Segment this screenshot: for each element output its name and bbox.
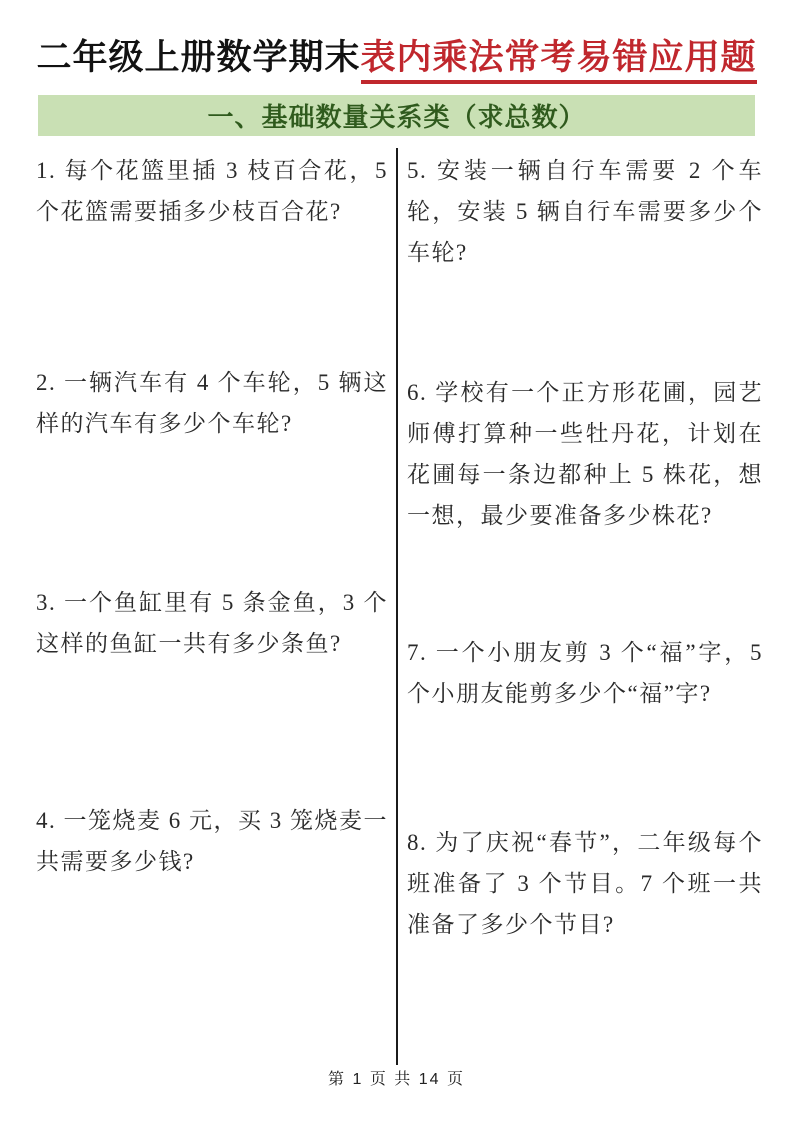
column-divider	[396, 148, 398, 1065]
page-title	[0, 30, 793, 80]
problem-4: 4. 一笼烧麦 6 元，买 3 笼烧麦一共需要多少钱?	[36, 808, 388, 874]
title-main: 二年级上册数学期末	[36, 38, 361, 77]
problem-8: 8. 为了庆祝“春节”，二年级每个班准备了 3 个节目。7 个班一共准备了多少个节目?	[407, 830, 763, 937]
section-header-banner	[38, 95, 755, 136]
problem-7: 7. 一个小朋友剪 3 个“福”字，5 个小朋友能剪多少个“福”字?	[407, 640, 763, 706]
page-footer: 第 1 页 共 14 页	[328, 1071, 465, 1088]
section-header-text: 一、基础数量关系类（求总数）	[207, 103, 586, 132]
problem-3: 3. 一个鱼缸里有 5 条金鱼，3 个这样的鱼缸一共有多少条鱼?	[36, 590, 388, 656]
title-highlight: 表内乘法常考易错应用题	[361, 38, 757, 84]
problem-1: 1. 每个花篮里插 3 枝百合花，5 个花篮需要插多少枝百合花?	[36, 158, 388, 224]
problem-5: 5. 安装一辆自行车需要 2 个车轮，安装 5 辆自行车需要多少个车轮?	[407, 158, 763, 265]
problem-2: 2. 一辆汽车有 4 个车轮，5 辆这样的汽车有多少个车轮?	[36, 370, 388, 436]
problem-6: 6. 学校有一个正方形花圃，园艺师傅打算种一些牡丹花，计划在花圃每一条边都种上 5 株花，想一想，最少要准备多少株花?	[407, 380, 763, 528]
